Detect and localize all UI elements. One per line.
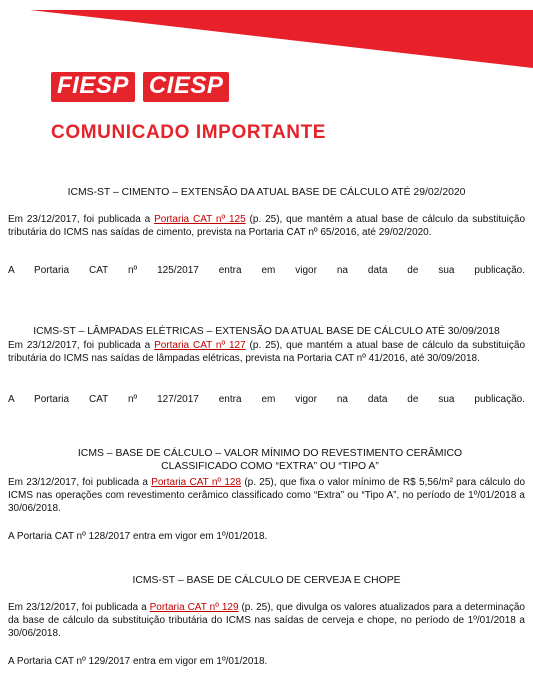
page-headline: COMUNICADO IMPORTANTE <box>51 122 327 143</box>
section-paragraph: Em 23/12/2017, foi publicada a Portaria CAT nº 125 (p. 25), que mantém a atual base de cálculo da substituição tributária do ICMS nas saídas de cimento, prevista na Portaria CAT nº 65/2016, até 29/02/2020. <box>8 214 526 238</box>
section-paragraph: Em 23/12/2017, foi publicada a Portaria CAT nº 127 (p. 25), que mantém a atual base de cálculo da substituição tributária do ICMS nas saídas de lâmpadas elétricas, prevista na Portaria CAT nº 41/2016, até 30/09/2018. <box>8 340 526 364</box>
section-title-cerveja: ICMS-ST – BASE DE CÁLCULO DE CERVEJA E CHOPE <box>132 575 401 586</box>
section-title-lampadas: ICMS-ST – LÂMPADAS ELÉTRICAS – EXTENSÃO DA ATUAL BASE DE CÁLCULO ATÉ 30/09/2018 <box>33 326 500 337</box>
header-banner <box>0 0 533 70</box>
section-title-ceramico: ICMS – BASE DE CÁLCULO – VALOR MÍNIMO DO REVESTIMENTO CERÂMICO CLASSIFICADO COMO “EXTRA” OU “TIPO A” <box>77 448 463 472</box>
fiesp-logo: FIESP <box>51 72 135 102</box>
portaria-128-link[interactable]: Portaria CAT nº 128 <box>151 477 242 488</box>
section-paragraph: Em 23/12/2017, foi publicada a Portaria CAT nº 129 (p. 25), que divulga os valores atualizados para a determinação da base de cálculo da substituição tributária do ICMS nas saídas de cerveja e chope, no período de 1º/01/2018 a 30/06/2018. <box>8 602 525 639</box>
section-paragraph: Em 23/12/2017, foi publicada a Portaria CAT nº 128 (p. 25), que fixa o valor mínimo de R$ 5,56/m² para cálculo do ICMS nas operações com revestimento cerâmico classificado como “Extra” ou “Tipo A”, no período de 1º/01/2018 a 30/06/2018. <box>8 477 526 514</box>
ciesp-logo: CIESP <box>143 72 230 102</box>
portaria-129-link[interactable]: Portaria CAT nº 129 <box>149 602 239 613</box>
section-note: A Portaria CAT nº 127/2017 entra em vigor na data de sua publicação. <box>8 394 525 405</box>
portaria-127-link[interactable]: Portaria CAT nº 127 <box>154 340 246 351</box>
section-note: A Portaria CAT nº 129/2017 entra em vigor em 1º/01/2018. <box>8 656 268 667</box>
section-title-cimento: ICMS-ST – CIMENTO – EXTENSÃO DA ATUAL BASE DE CÁLCULO ATÉ 29/02/2020 <box>67 187 466 198</box>
section-note: A Portaria CAT nº 125/2017 entra em vigor na data de sua publicação. <box>8 265 525 276</box>
portaria-125-link[interactable]: Portaria CAT nº 125 <box>154 214 246 225</box>
section-note: A Portaria CAT nº 128/2017 entra em vigor em 1º/01/2018. <box>8 531 268 542</box>
logo-group <box>51 72 229 102</box>
